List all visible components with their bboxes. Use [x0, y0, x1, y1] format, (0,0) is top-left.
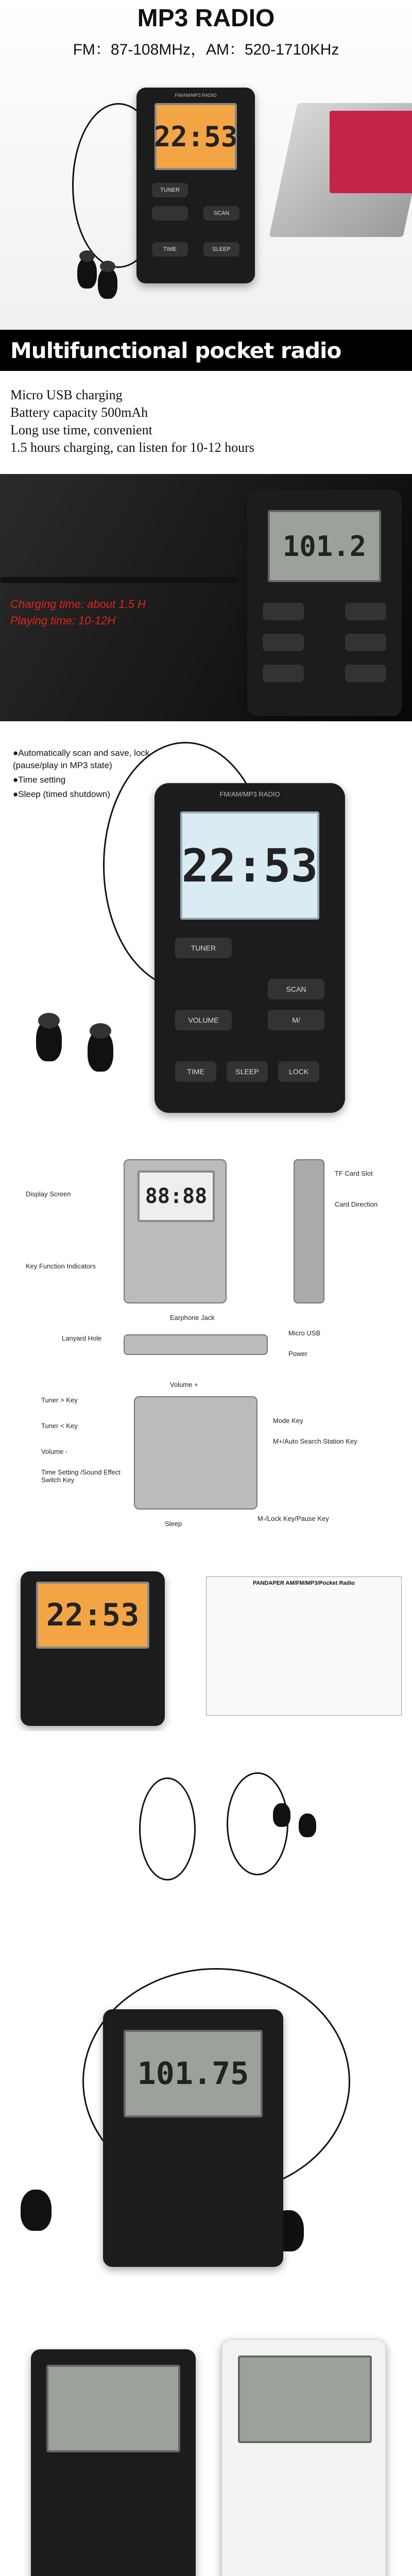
features-image-area [0, 474, 412, 721]
earbud-left [273, 1803, 290, 1827]
charging-time: Charging time: about 1.5 H [10, 598, 146, 611]
accessories-section [0, 1731, 412, 1937]
button-time[interactable]: TIME [175, 1061, 216, 1082]
button-tuner[interactable]: TUNER [152, 183, 188, 197]
two-colors-section [0, 2308, 412, 2576]
playing-time: Playing time: 10-12H [10, 614, 116, 627]
feature-line: Micro USB charging [10, 387, 123, 402]
feature-line: Long use time, convenient [10, 422, 152, 437]
diagram-device-front [124, 1159, 227, 1303]
lcd-display [238, 2355, 372, 2443]
lcd-display: 22:53 [180, 811, 319, 920]
earbud-right [98, 268, 117, 299]
lcd-display: 101.2 [268, 510, 381, 582]
hero-frequency: FM：87-108MHz，AM：520-1710KHz [73, 41, 339, 58]
button[interactable] [345, 634, 386, 651]
radio-device-white [221, 2339, 386, 2576]
radio-device-third [103, 2009, 283, 2267]
laptop-screen [330, 111, 412, 193]
manual-section [0, 1561, 412, 1731]
label-tf-slot: TF Card Slot [335, 1170, 373, 1177]
manual-title: PANDAPER AM/FM/MP3/Pocket Radio [252, 1580, 355, 1586]
radio-device-hero [136, 88, 255, 283]
label-tuner-right: Tuner > Key [41, 1396, 78, 1404]
button-scan[interactable]: SCAN [203, 206, 239, 221]
label-tuner-left: Tuner < Key [41, 1422, 78, 1430]
diagram-section [0, 1139, 412, 1561]
bullet-item: ●Time setting [13, 775, 66, 785]
brand-strip: FM/AM/MP3 RADIO [219, 790, 280, 798]
charging-cable [0, 577, 237, 583]
cable-left [139, 1777, 196, 1880]
label-key-indicators: Key Function Indicators [26, 1262, 96, 1270]
label-mode: Mode Key [273, 1417, 303, 1425]
device-earphones-section [0, 1937, 412, 2308]
diagram-device-bottom [124, 1334, 268, 1355]
button-scan[interactable]: SCAN [268, 979, 324, 999]
button[interactable] [263, 634, 304, 651]
button[interactable] [345, 603, 386, 620]
button-ml[interactable]: M/ [268, 1010, 324, 1030]
features-heading: Multifunctional pocket radio [10, 337, 341, 363]
label-volume-minus: Volume - [41, 1448, 68, 1455]
radio-device-bullets [154, 783, 345, 1113]
feature-line: Battery capacity 500mAh [10, 405, 148, 420]
button-tuner[interactable]: TUNER [175, 938, 232, 958]
manual-sheet [206, 1577, 402, 1716]
label-lanyard: Lanyard Hole [62, 1334, 102, 1342]
earbud-left [77, 258, 97, 289]
features-section [0, 330, 412, 721]
button-lock[interactable]: LOCK [278, 1061, 319, 1082]
button-sleep[interactable]: SLEEP [227, 1061, 268, 1082]
features-list-panel [0, 371, 412, 474]
earbud-left [36, 1020, 62, 1061]
hero-section [0, 0, 412, 330]
earbud-right [88, 1030, 113, 1072]
bullet-item: ●Sleep (timed shutdown) [13, 789, 110, 799]
label-volume-plus: Volume + [170, 1381, 198, 1388]
radio-device-manual [21, 1571, 165, 1726]
lcd-display: 101.75 [124, 2030, 263, 2117]
lcd-display [46, 2365, 180, 2452]
label-card-direction: Card Direction [335, 1200, 378, 1208]
button[interactable] [263, 603, 304, 620]
label-display-screen: Display Screen [26, 1190, 71, 1198]
brand-strip: FM/AM/MP3 RADIO [175, 93, 217, 98]
label-mplus: M+/Auto Search Station Key [273, 1437, 357, 1445]
button[interactable] [345, 665, 386, 682]
lcd-display: 88:88 [138, 1171, 215, 1222]
bullets-section [0, 721, 412, 1139]
lcd-display: 22:53 [154, 103, 237, 170]
radio-device-features [247, 489, 402, 716]
button[interactable] [263, 665, 304, 682]
button-volume[interactable]: VOLUME [175, 1010, 232, 1030]
lcd-display: 22:53 [36, 1582, 149, 1649]
label-power: Power [288, 1350, 307, 1358]
features-heading-bar [0, 330, 412, 371]
diagram-device-side [294, 1159, 324, 1303]
earbud-right [299, 1814, 316, 1837]
label-earphone-jack: Earphone Jack [170, 1314, 215, 1321]
earbud-left [21, 2190, 52, 2231]
label-mminus: M-/Lock Key/Pause Key [258, 1515, 329, 1522]
hero-title: MP3 RADIO [137, 5, 275, 32]
diagram-keypad [134, 1396, 258, 1510]
label-sleep: Sleep [165, 1520, 182, 1528]
button-sleep[interactable]: SLEEP [203, 242, 239, 257]
label-time-setting: Time Setting /Sound Effect Switch Key [41, 1468, 121, 1484]
bullet-item: ●Automatically scan and save, lock (pause/play in MP3 state) [13, 748, 150, 770]
button-vol[interactable] [152, 206, 188, 221]
feature-line: 1.5 hours charging, can listen for 10-12 hours [10, 440, 254, 455]
label-micro-usb: Micro USB [288, 1329, 321, 1337]
radio-device-black [31, 2349, 196, 2576]
button-time[interactable]: TIME [152, 242, 188, 257]
